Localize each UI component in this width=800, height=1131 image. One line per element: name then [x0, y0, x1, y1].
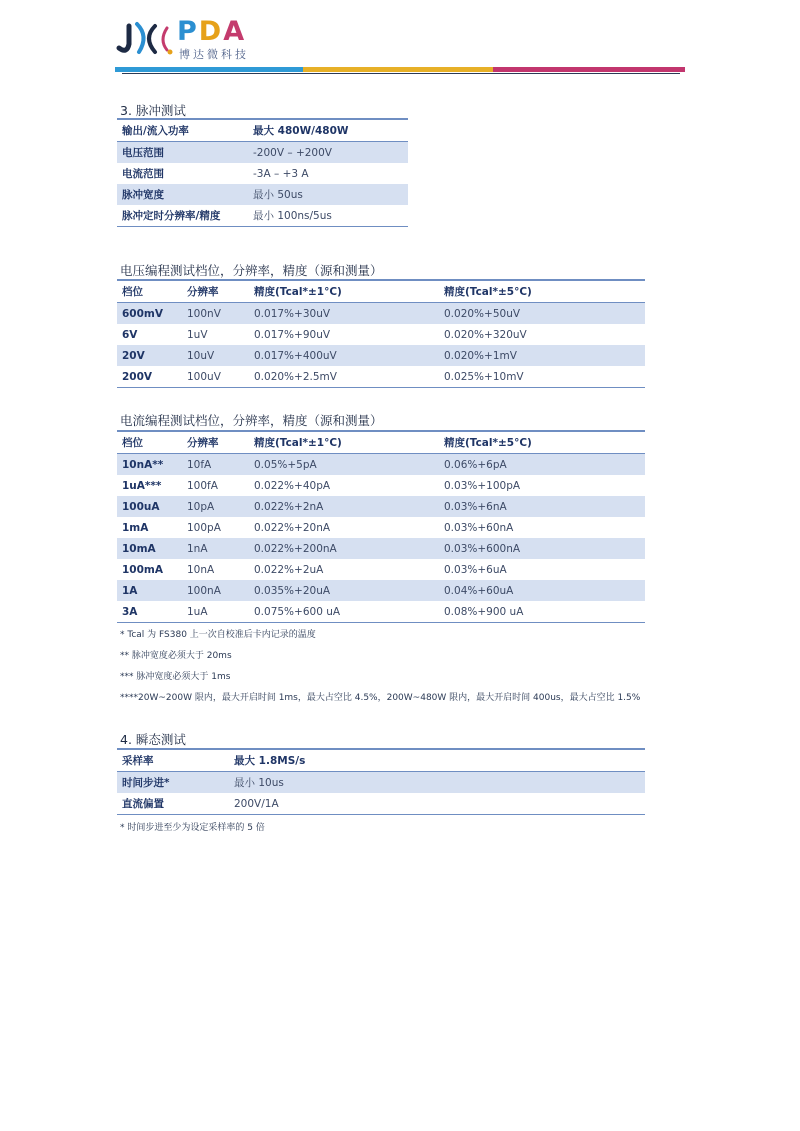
- accuracy-1c-cell: 0.022%+20nA: [254, 521, 331, 534]
- table-row: [117, 749, 645, 772]
- accuracy-1c-cell: 0.035%+20uA: [249, 580, 439, 601]
- table-row: [117, 119, 408, 142]
- accuracy-5c-cell: 0.020%+320uV: [444, 328, 527, 341]
- company-logo: [115, 18, 275, 60]
- accuracy-5c-cell: 0.03%+600nA: [439, 538, 645, 559]
- accuracy-5c-cell: 0.03%+100pA: [444, 479, 521, 492]
- range-cell: 200V: [117, 366, 182, 388]
- table-row: [117, 324, 645, 345]
- accuracy-5c-cell: 0.08%+900 uA: [439, 601, 645, 623]
- range-cell: 1uA***: [122, 479, 162, 492]
- resolution-cell: 10uV: [182, 345, 249, 366]
- accuracy-5c-cell: 0.025%+10mV: [439, 366, 645, 388]
- column-header: 档位: [117, 431, 182, 454]
- transient-section-title: 4. 瞬态测试: [120, 732, 186, 747]
- range-cell: 20V: [117, 345, 182, 366]
- table-row: [117, 496, 645, 517]
- accuracy-5c-cell: 0.03%+60nA: [444, 521, 514, 534]
- current-range-table: [117, 430, 645, 623]
- column-header: 档位: [117, 280, 182, 303]
- accuracy-1c-cell: 0.022%+40pA: [254, 479, 331, 492]
- spec-value: 最小 100ns/5us: [248, 205, 408, 227]
- footnote: *** 脉冲宽度必须大于 1ms: [120, 672, 231, 682]
- range-cell: 100uA: [117, 496, 182, 517]
- table-row: [117, 303, 645, 325]
- column-header: 精度(Tcal*±5°C): [439, 431, 645, 454]
- resolution-cell: 100nV: [182, 303, 249, 325]
- table-row: [117, 205, 408, 227]
- spec-value: 最大 480W/480W: [248, 119, 408, 142]
- spec-value: 最大 1.8MS/s: [229, 749, 645, 772]
- column-header: 精度(Tcal*±1°C): [249, 280, 439, 303]
- table-row: [117, 475, 645, 496]
- transient-spec-table: [117, 748, 645, 815]
- spec-label: 电流范围: [122, 168, 164, 180]
- spec-value: 最小 10us: [229, 772, 645, 794]
- table-row: [117, 184, 408, 205]
- table-row: [117, 559, 645, 580]
- accuracy-5c-cell: 0.03%+6uA: [444, 563, 507, 576]
- accuracy-1c-cell: 0.05%+5pA: [249, 454, 439, 476]
- spec-label: 时间步进*: [117, 772, 229, 794]
- range-cell: 10nA**: [117, 454, 182, 476]
- range-cell: 10mA: [117, 538, 182, 559]
- spec-value: -200V – +200V: [248, 142, 408, 164]
- range-cell: 1A: [117, 580, 182, 601]
- accuracy-1c-cell: 0.020%+2.5mV: [249, 366, 439, 388]
- spec-label: 电压范围: [117, 142, 248, 164]
- spec-label: 脉冲定时分辨率/精度: [117, 205, 248, 227]
- logo-mark-icon: [115, 18, 173, 58]
- accuracy-1c-cell: 0.017%+30uV: [249, 303, 439, 325]
- resolution-cell: 10nA: [187, 563, 215, 576]
- table-row: [117, 142, 408, 164]
- table-row: [117, 366, 645, 388]
- resolution-cell: 1nA: [182, 538, 249, 559]
- accuracy-5c-cell: 0.06%+6pA: [439, 454, 645, 476]
- logo-wordmark: PDA: [177, 16, 247, 47]
- table-row: [117, 601, 645, 623]
- column-header: 精度(Tcal*±5°C): [439, 280, 645, 303]
- pulse-spec-table: [117, 118, 408, 227]
- pulse-section-title: 3. 脉冲测试: [120, 103, 186, 118]
- spec-label: 输出/流入功率: [117, 119, 248, 142]
- logo-chinese-name: 博达微科技: [179, 48, 249, 61]
- accuracy-1c-cell: 0.022%+200nA: [249, 538, 439, 559]
- voltage-range-table: [117, 279, 645, 388]
- spec-label: 直流偏置: [117, 793, 229, 815]
- accuracy-5c-cell: 0.020%+50uV: [439, 303, 645, 325]
- header-color-bar: [115, 67, 685, 72]
- column-header: 分辨率: [182, 280, 249, 303]
- table-row: [117, 517, 645, 538]
- table-header-row: [117, 431, 645, 454]
- spec-value: 200V/1A: [229, 793, 645, 815]
- header-divider: [122, 73, 680, 74]
- accuracy-1c-cell: 0.022%+2uA: [254, 563, 324, 576]
- voltage-section-title: 电压编程测试档位，分辨率，精度（源和测量）: [120, 263, 383, 278]
- range-cell: 600mV: [117, 303, 182, 325]
- footnote: * Tcal 为 FS380 上一次自校准后卡内记录的温度: [120, 630, 316, 640]
- range-cell: 3A: [117, 601, 182, 623]
- resolution-cell: 10pA: [182, 496, 249, 517]
- table-row: [117, 580, 645, 601]
- accuracy-5c-cell: 0.04%+60uA: [439, 580, 645, 601]
- spec-label: 脉冲宽度: [117, 184, 248, 205]
- spec-value: -3A – +3 A: [253, 167, 309, 180]
- range-cell: 6V: [122, 328, 138, 341]
- resolution-cell: 100fA: [187, 479, 218, 492]
- footnote: ****20W~200W 限内，最大开启时间 1ms，最大占空比 4.5%，200W~480W 限内，最大开启时间 400us，最大占空比 1.5%: [120, 693, 641, 703]
- accuracy-5c-cell: 0.020%+1mV: [439, 345, 645, 366]
- resolution-cell: 100nA: [182, 580, 249, 601]
- resolution-cell: 10fA: [182, 454, 249, 476]
- column-header: 分辨率: [182, 431, 249, 454]
- spec-label: 采样率: [117, 749, 229, 772]
- table-row: [117, 163, 408, 184]
- table-row: [117, 772, 645, 794]
- spec-value: 最小 50us: [248, 184, 408, 205]
- table-row: [117, 345, 645, 366]
- accuracy-1c-cell: 0.075%+600 uA: [249, 601, 439, 623]
- resolution-cell: 1uV: [187, 328, 208, 341]
- table-header-row: [117, 280, 645, 303]
- range-cell: 1mA: [122, 521, 149, 534]
- current-section-title: 电流编程测试档位，分辨率，精度（源和测量）: [120, 413, 383, 428]
- column-header: 精度(Tcal*±1°C): [249, 431, 439, 454]
- table-row: [117, 538, 645, 559]
- accuracy-1c-cell: 0.022%+2nA: [249, 496, 439, 517]
- accuracy-1c-cell: 0.017%+90uV: [254, 328, 331, 341]
- table-row: [117, 793, 645, 815]
- resolution-cell: 1uA: [182, 601, 249, 623]
- accuracy-1c-cell: 0.017%+400uV: [249, 345, 439, 366]
- range-cell: 100mA: [122, 563, 163, 576]
- accuracy-5c-cell: 0.03%+6nA: [439, 496, 645, 517]
- footnote: * 时间步进至少为设定采样率的 5 倍: [120, 823, 265, 833]
- table-row: [117, 454, 645, 476]
- resolution-cell: 100pA: [187, 521, 221, 534]
- resolution-cell: 100uV: [182, 366, 249, 388]
- footnote: ** 脉冲宽度必须大于 20ms: [120, 651, 232, 661]
